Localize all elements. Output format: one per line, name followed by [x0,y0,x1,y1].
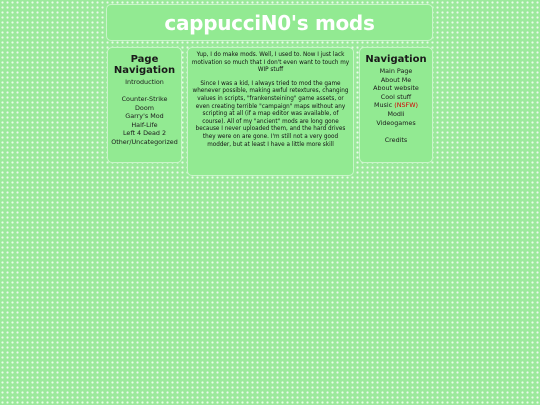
music-label: Music [373,101,393,110]
nav-link-introduction[interactable]: Introduction [125,78,164,86]
nav-link-credits[interactable]: Credits [384,135,408,144]
nav-link-music[interactable] [360,101,432,110]
spacer [108,87,181,96]
nav-link-main-page[interactable]: Main Page [379,67,413,75]
nav-link-left-4-dead-2[interactable]: Left 4 Dead 2 [122,129,167,138]
nav-link-cool-stuff[interactable]: Cool stuff [380,92,412,101]
nav-link-other-uncategorized[interactable]: Other/Uncategorized [111,138,178,147]
spacer [360,127,432,136]
nav-link-videogames[interactable]: Videogames [376,118,416,127]
header-banner [106,4,433,41]
page-navigation-panel [107,47,182,163]
nav-link-about-website[interactable]: About website [373,84,419,93]
main-content-panel [187,47,354,176]
intro-paragraph: Yup, I do make mods. Well, I used to. Now I just lack motivation so much that I don't even want to touch my WIP stuff [191,52,350,74]
site-navigation-panel [359,47,433,163]
site-title: cappucciN0's mods [164,11,375,35]
navigation-title: Navigation [365,54,427,65]
page-navigation-title: Page Navigation [113,54,176,76]
nav-link-counter-strike[interactable]: Counter-Strike [121,95,168,104]
nav-link-half-life[interactable]: Half-Life [131,120,158,129]
nav-link-doom[interactable]: Doom [135,103,154,112]
nav-link-modli[interactable]: Modli [387,109,405,118]
nav-link-garrys-mod[interactable]: Garry's Mod [125,112,164,121]
nsfw-badge: (NSFW) [394,101,419,110]
nav-link-about-me[interactable]: About Me [380,75,412,84]
history-paragraph: Since I was a kid, I always tried to mod the game whenever possible, making awful retextures, changing values in scripts, "frankensteining" game assets, or even creating terrible "campaign" maps without any scripting at all (if a map editor was available, of course). All of my "ancient" mods are long gone because I never uploaded them, and the hard drives they were on are gone. I'm still not a very good modder, but at least I have a little more skill [192,80,349,148]
